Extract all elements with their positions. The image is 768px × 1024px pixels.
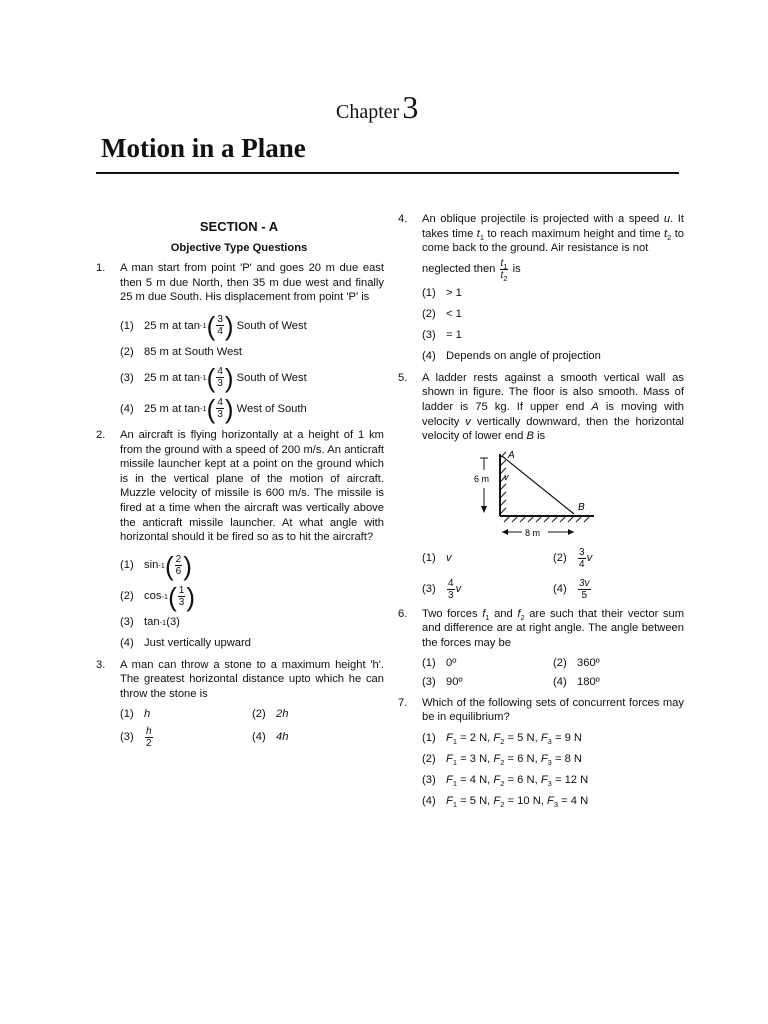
option-number: (1) [120, 559, 134, 572]
subscript: 1 [452, 799, 458, 809]
question-7 [396, 696, 684, 809]
option-text: sin [144, 559, 159, 572]
option-number: (1) [120, 319, 134, 332]
option-number: (4) [553, 676, 567, 689]
question-number: 4. [398, 213, 408, 225]
arrow-right-icon [568, 529, 574, 535]
question-text [422, 212, 684, 256]
symbol-f: f [482, 607, 486, 620]
subscript: 3 [547, 736, 552, 746]
option-number: (3) [120, 616, 134, 629]
option [422, 349, 684, 365]
text-segment: vertically downward, then the horizontal velocity of lower end [422, 415, 685, 443]
paren-fraction: ( $\frac{3}{4}$ ) [206, 310, 234, 341]
option-text: 180º [577, 676, 600, 689]
option: (3) tan -1 (3) [120, 616, 180, 629]
option-text: 25 m at tan [144, 402, 200, 415]
chapter-word: Chapter [336, 101, 400, 123]
numerator: 4 [217, 397, 223, 409]
label-height: 6 m [474, 473, 490, 484]
denominator: 3 [217, 409, 223, 421]
subscript: 2 [500, 799, 505, 809]
option-number: (1) [422, 551, 436, 564]
page-title: Motion in a Plane [101, 133, 306, 163]
option-row [120, 726, 384, 749]
paren-fraction: ( $\frac{4}{3}$ ) [206, 362, 234, 393]
option [422, 307, 684, 323]
symbol-f: F [446, 752, 453, 765]
question-text: A man can throw a stone to a maximum height 'h'. The greatest horizontal distance upto which he can throw the stone is [120, 658, 384, 700]
section-heading: SECTION - A [199, 219, 279, 234]
option-text: v [455, 582, 462, 595]
option-number: (4) [422, 350, 436, 363]
numerator: 3 [579, 546, 585, 558]
denominator: 2 [146, 738, 152, 750]
subscript: 1 [479, 232, 484, 242]
option-number: (2) [252, 707, 266, 720]
option [120, 636, 384, 652]
option-number: (2) [422, 308, 436, 321]
text-segment: is [537, 430, 546, 443]
symbol-f: F [540, 773, 548, 786]
option-number: (3) [422, 329, 436, 342]
symbol-u: u [663, 213, 671, 225]
subscript: 3 [547, 757, 552, 767]
symbol-f: F [446, 773, 453, 786]
numerator: h [146, 726, 152, 738]
paren-fraction: ( $\frac{4}{3}$ ) [206, 393, 234, 424]
option: (3) 25 m at tan -1 ( $\frac{4}{3}$ ) South of West [120, 362, 307, 393]
text-segment: is moving with velocity [422, 400, 684, 428]
option-number: (3) [422, 676, 436, 689]
question-1 [94, 261, 384, 422]
numerator: 4 [217, 366, 223, 378]
option-text: = 6 N, [507, 773, 538, 786]
ladder-line [502, 456, 574, 514]
symbol-f: F [540, 731, 548, 744]
symbol-t: t [664, 227, 668, 240]
numerator: 1 [178, 585, 185, 597]
subscript: 2 [500, 736, 505, 746]
option-text: < 1 [446, 308, 462, 321]
option-text: tan [144, 616, 160, 629]
text-segment: A ladder rests against a smooth vertical wall as shown in figure. The floor is also smooth. Mass of ladder is 75 kg. If upper end [422, 371, 684, 413]
right-column [396, 212, 684, 815]
text-segment: is [512, 262, 521, 275]
subscript: 1 [452, 757, 458, 767]
option-text: 360º [577, 656, 600, 669]
text-segment: to come back to the ground. Air resistance is not [422, 227, 685, 255]
option: (2) cos -1 ( $\frac{1}{3}$ ) [120, 581, 195, 612]
option-row [422, 578, 684, 601]
symbol-a: A [591, 400, 599, 413]
option-text: = 12 N [554, 773, 589, 786]
question-number: 3. [96, 658, 106, 671]
subscript: 1 [485, 612, 490, 622]
option-row [422, 656, 684, 671]
option-number: (2) [553, 656, 567, 669]
option-text: v [446, 551, 452, 564]
symbol-f: F [493, 773, 501, 786]
question-6 [396, 607, 684, 690]
subscript: 2 [520, 612, 525, 622]
option-number: (2) [422, 752, 436, 765]
symbol-t: t [500, 269, 504, 281]
question-2 [94, 428, 384, 652]
option-number: (1) [422, 287, 436, 300]
denominator: 4 [579, 558, 585, 570]
symbol-f: F [493, 731, 501, 744]
denominator: 3 [178, 597, 185, 609]
question-number: 1. [96, 262, 106, 275]
option-number: (1) [422, 731, 436, 744]
option-text: Depends on angle of projection [446, 350, 601, 363]
label-a: A [508, 449, 515, 461]
subscript: 2 [500, 757, 505, 767]
option-number: (2) [120, 590, 134, 603]
option-text: Just vertically upward [144, 637, 251, 650]
option-text: = 4 N [561, 794, 589, 807]
left-column [94, 212, 384, 755]
option-row [120, 707, 384, 722]
symbol-t: t [500, 257, 504, 269]
symbol-f: F [493, 794, 501, 807]
option-row [422, 547, 684, 570]
denominator: 3 [217, 378, 223, 390]
option-text: South of West [236, 371, 307, 384]
chapter-label [336, 89, 419, 125]
paren-fraction: ( $\frac{1}{3}$ ) [168, 581, 195, 612]
option-text: 4h [276, 731, 289, 744]
option-number: (4) [422, 794, 436, 807]
subscript: 2 [500, 778, 505, 788]
option-number: (1) [120, 707, 134, 720]
subscript: 1 [452, 736, 458, 746]
chapter-number: 3 [402, 89, 419, 125]
question-4 [396, 212, 684, 365]
option-text: 85 m at South West [144, 345, 243, 358]
symbol-f: F [540, 752, 548, 765]
option-text: = 5 N, [460, 794, 491, 807]
title-divider [96, 172, 679, 174]
option-text: 90º [446, 676, 463, 689]
option-row [422, 675, 684, 690]
denominator: 6 [175, 566, 182, 578]
option-number: (3) [422, 773, 436, 786]
text-segment: An oblique projectile is projected with a speed [422, 213, 660, 225]
symbol-v: v [465, 415, 471, 428]
option [422, 772, 684, 788]
label-v: v [504, 471, 509, 482]
label-b: B [578, 501, 585, 513]
question-number: 7. [398, 696, 408, 709]
option-text: > 1 [446, 287, 462, 300]
option: (1) 25 m at tan -1 ( $\frac{3}{4}$ ) South of West [120, 310, 307, 341]
option: (4) 25 m at tan -1 ( $\frac{4}{3}$ ) West of South [120, 393, 307, 424]
paren-fraction: ( $\frac{2}{6}$ ) [164, 550, 192, 581]
arrow-down-icon [481, 506, 487, 513]
question-text [422, 607, 684, 651]
option [422, 328, 684, 344]
option-text: = 3 N, [460, 752, 491, 765]
ladder-diagram [470, 450, 610, 542]
text-segment: . It takes time [422, 213, 684, 240]
denominator: 5 [581, 589, 588, 601]
subscript: 2 [667, 232, 672, 242]
option-text: South of West [236, 319, 307, 332]
option-number: (4) [553, 582, 567, 595]
subscript: 3 [553, 799, 559, 809]
option-text: cos [144, 590, 162, 603]
subscript: 1 [452, 778, 458, 788]
text-segment: to reach maximum height and time [487, 227, 661, 240]
option [120, 344, 384, 360]
option-number: (4) [252, 731, 266, 744]
ratio-line [422, 258, 684, 281]
option-text: v [586, 551, 593, 564]
option-text: West of South [236, 402, 307, 415]
section-subheading: Objective Type Questions [170, 241, 308, 254]
option-text: = 1 [446, 329, 462, 342]
question-3 [94, 658, 384, 749]
arrow-left-icon [502, 529, 508, 535]
option-number: (3) [422, 582, 436, 595]
option-text: = 10 N, [507, 794, 544, 807]
option-number: (3) [120, 371, 134, 384]
denominator: 4 [217, 326, 223, 338]
option-number: (4) [120, 637, 134, 650]
subscript: 3 [547, 778, 552, 788]
option [422, 730, 684, 746]
question-number: 6. [398, 607, 408, 620]
question-text: An aircraft is flying horizontally at a height of 1 km from the ground with a speed of 200 m/s. An anticraft missile launcher kept at a point on the ground which is in the vertical plane of the motion of aircraft. Muzzle velocity of missile is 600 m/s. The missile is fired at a time when the aircraft was vertically above the anticraft missile launcher. At what angle with horizontal should it be fired so as to hit the aircraft? [120, 428, 384, 544]
symbol-t: t [476, 227, 480, 240]
label-width: 8 m [525, 527, 541, 538]
question-number: 5. [398, 371, 408, 384]
option [422, 793, 684, 809]
symbol-f: F [446, 794, 453, 807]
symbol-f: F [547, 794, 554, 807]
numerator: 3v [579, 577, 590, 589]
symbol-b: B [526, 430, 534, 443]
text-segment: and [494, 607, 513, 620]
option-number: (3) [120, 731, 134, 744]
question-text [422, 371, 684, 444]
symbol-f: F [446, 731, 453, 744]
option-text: 0º [446, 656, 457, 669]
denominator: 3 [448, 589, 454, 601]
text-segment: neglected then [422, 262, 496, 275]
option-text: = 2 N, [460, 731, 491, 744]
option [422, 751, 684, 767]
option-number: (1) [422, 656, 436, 669]
symbol-f: F [493, 752, 501, 765]
option-number: (2) [120, 345, 134, 358]
question-5 [396, 371, 684, 601]
subscript: 2 [503, 273, 508, 283]
option-text: 25 m at tan [144, 371, 200, 384]
option-text: 2h [276, 707, 289, 720]
option-text: = 6 N, [507, 752, 538, 765]
ratio-fraction [500, 258, 509, 281]
option-text: = 9 N [554, 731, 582, 744]
option-number: (2) [553, 551, 567, 564]
question-number: 2. [96, 428, 106, 441]
option-text: = 4 N, [460, 773, 491, 786]
numerator: 4 [448, 577, 454, 589]
symbol-f: f [517, 607, 521, 620]
option-text: (3) [166, 616, 180, 629]
option-text: = 8 N [554, 752, 582, 765]
text-segment: Two forces [422, 607, 478, 620]
option: (1) sin -1 ( $\frac{2}{6}$ ) [120, 550, 192, 581]
subscript: 1 [503, 261, 508, 271]
option-number: (4) [120, 402, 134, 415]
question-text: Which of the following sets of concurrent forces may be in equilibrium? [422, 696, 684, 724]
option-text: 25 m at tan [144, 319, 200, 332]
question-text: A man start from point 'P' and goes 20 m due east then 5 m due North, then 35 m due west and finally 25 m due South. His displacement from point 'P' is [120, 262, 384, 304]
option-text: h [144, 707, 151, 720]
text-segment: are such that their vector sum and difference are at right angle. The angle between the forces may be [422, 607, 685, 649]
option-text: = 5 N, [507, 731, 538, 744]
option [422, 286, 684, 302]
numerator: 3 [217, 314, 223, 326]
numerator: 2 [175, 554, 182, 566]
